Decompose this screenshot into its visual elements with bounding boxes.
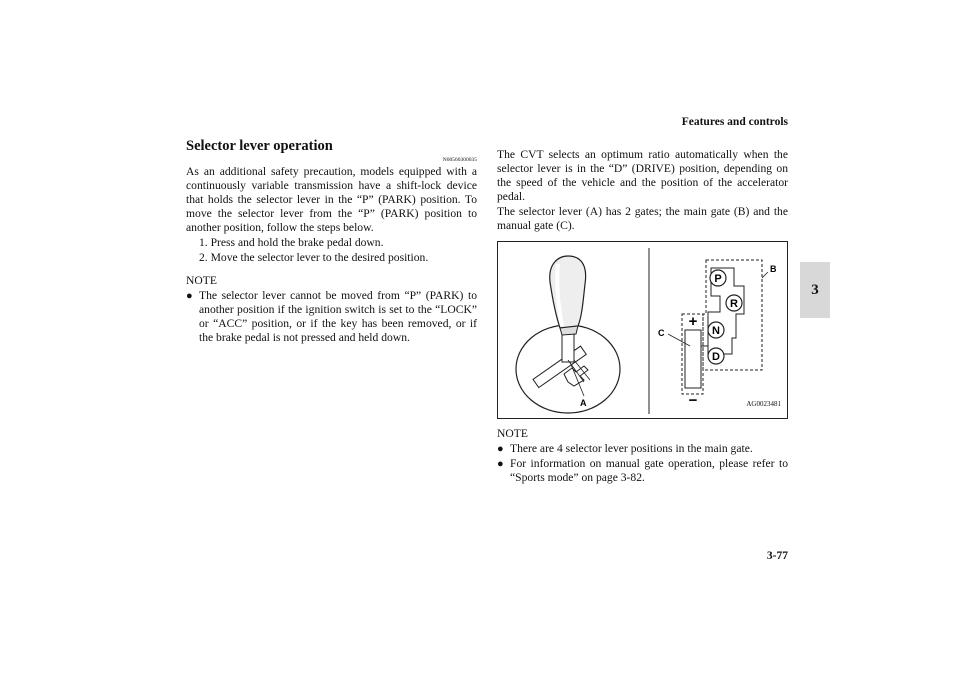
header-title: Features and controls (681, 116, 788, 128)
note-text: The selector lever cannot be moved from “P” (PARK) to another position if the ignition switch is set to the “LOCK” or “ACC” position, or if the key has been removed, or if the brake pedal is not pressed and held down. (199, 289, 477, 344)
bullet-icon: ● (497, 443, 504, 455)
label-a: A (580, 398, 587, 408)
step-item: 1. Press and hold the brake pedal down. (199, 236, 384, 249)
note-heading: NOTE (186, 274, 217, 287)
intro-paragraph: As an additional safety precaution, models equipped with a continuously variable transmission have a shift-lock device that holds the selector lever in the “P” (PARK) position. To move the selector lever from the “P” (PARK) position to another position, follow the steps below. (186, 165, 477, 234)
gates-paragraph: The selector lever (A) has 2 gates; the main gate (B) and the manual gate (C). (497, 205, 788, 232)
note-text: There are 4 selector lever positions in the main gate. (510, 442, 753, 455)
selector-lever-illustration (498, 242, 789, 420)
chapter-tab: 3 (800, 262, 830, 318)
note-item (497, 457, 788, 485)
figure-code: AG0023481 (746, 400, 781, 408)
minus-icon: − (688, 392, 698, 409)
gear-n: N (712, 325, 720, 337)
selector-lever-figure (497, 241, 788, 419)
gear-p: P (714, 273, 722, 285)
note-item (186, 289, 477, 345)
cvt-paragraph: The CVT selects an optimum ratio automatically when the selector lever is in the “D” (DRIVE) position, depending on the speed of the vehicle and the position of the accelerator pedal. (497, 148, 788, 203)
gear-d: D (712, 351, 720, 363)
plus-icon: + (688, 313, 698, 330)
section-title: Selector lever operation (186, 138, 333, 154)
left-column (186, 138, 477, 345)
page-number: 3-77 (766, 550, 788, 562)
label-b: B (770, 264, 777, 274)
note-heading: NOTE (497, 427, 528, 440)
label-c: C (658, 328, 665, 338)
note-text: For information on manual gate operation, please refer to “Sports mode” on page 3-82. (510, 457, 788, 484)
note-item (497, 442, 788, 456)
right-column (497, 148, 788, 485)
bullet-icon: ● (497, 458, 504, 470)
bullet-icon: ● (186, 290, 193, 302)
gear-r: R (730, 298, 738, 310)
step-item: 2. Move the selector lever to the desired position. (199, 251, 429, 264)
reference-code: N00560300035 (442, 157, 477, 163)
